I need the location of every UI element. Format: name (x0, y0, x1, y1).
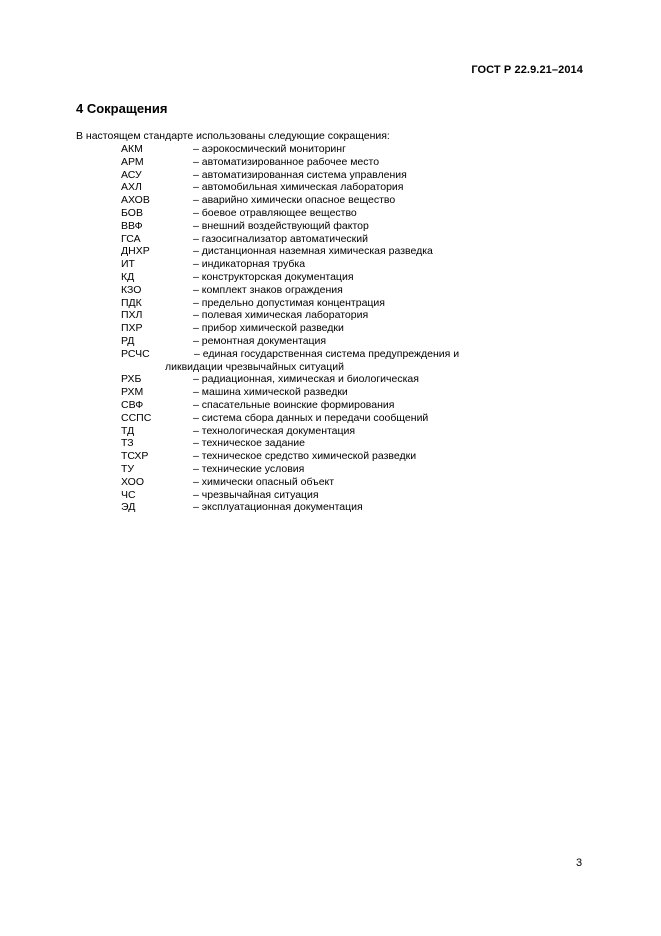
document-code: ГОСТ Р 22.9.21–2014 (471, 64, 583, 76)
abbreviation-term: АХОВ (121, 194, 150, 207)
abbreviation-row (0, 258, 661, 271)
abbreviation-term: КЗО (121, 283, 142, 296)
abbreviation-row (0, 476, 661, 489)
abbreviation-term: ВВФ (121, 219, 143, 232)
abbreviation-term: АКМ (121, 143, 143, 155)
abbreviation-term: КД (121, 270, 135, 283)
abbreviation-row (0, 489, 661, 502)
abbreviation-definition: – аэрокосмический мониторинг (193, 143, 346, 155)
abbreviation-term: РХМ (121, 386, 144, 399)
abbreviation-definition: – технологическая документация (193, 424, 356, 437)
abbreviation-row (0, 450, 661, 463)
abbreviation-definition: – конструкторская документация (193, 270, 354, 283)
abbreviation-definition: – комплект знаков ограждения (193, 283, 343, 296)
abbreviation-row (0, 335, 661, 348)
abbreviation-term: БОВ (121, 206, 143, 219)
abbreviation-term: РД (121, 334, 135, 347)
abbreviation-term: СВФ (121, 398, 144, 411)
abbreviation-definition: – химически опасный объект (193, 475, 335, 488)
abbreviation-row (0, 309, 661, 322)
abbreviation-row (0, 181, 661, 194)
abbreviation-row (0, 399, 661, 412)
abbreviation-term: АХЛ (121, 181, 142, 194)
abbreviation-definition: – техническое средство химической разведки (193, 450, 417, 463)
abbreviation-definition: – автоматизированная система управления (193, 168, 407, 181)
abbreviation-definition: – спасательные воинские формирования (193, 398, 395, 411)
abbreviation-definition: – индикаторная трубка (193, 258, 306, 271)
abbreviation-definition: – радиационная, химическая и биологическая (193, 373, 419, 386)
abbreviation-term: ХОО (121, 475, 144, 488)
abbreviation-term: ИТ (121, 258, 135, 271)
abbreviation-definition: – аварийно химически опасное вещество (193, 194, 396, 207)
abbreviation-definition: – предельно допустимая концентрация (193, 296, 385, 309)
abbreviation-definition: – прибор химической разведки (193, 322, 344, 335)
abbreviation-row (0, 386, 661, 399)
abbreviation-row-continuation (0, 361, 661, 374)
abbreviation-term: ПХР (121, 322, 143, 335)
abbreviation-definition: – единая государственная система предупреждения и (194, 347, 460, 360)
abbreviation-row (0, 463, 661, 476)
abbreviation-definition: – машина химической разведки (193, 386, 348, 399)
abbreviation-row (0, 348, 661, 361)
abbreviation-definition: – внешний воздействующий фактор (193, 219, 369, 232)
abbreviation-term: ТЗ (121, 437, 134, 450)
abbreviation-definition: – эксплуатационная документация (193, 501, 363, 514)
abbreviation-row (0, 437, 661, 450)
abbreviation-row (0, 220, 661, 233)
abbreviation-definition-continuation: ликвидации чрезвычайных ситуаций (165, 360, 344, 373)
abbreviation-term: ТД (121, 424, 135, 437)
abbreviation-term: АРМ (121, 155, 144, 168)
abbreviation-row (0, 284, 661, 297)
abbreviation-definition: – техническое задание (193, 437, 305, 450)
abbreviation-term: РСЧС (121, 347, 150, 360)
abbreviation-term: ТУ (121, 462, 135, 475)
abbreviation-definition: – технические условия (193, 462, 305, 475)
abbreviation-definition: – автоматизированное рабочее место (193, 155, 380, 168)
abbreviation-definition: – ремонтная документация (193, 334, 327, 347)
abbreviation-term: ЭД (121, 501, 136, 514)
abbreviation-row (0, 169, 661, 182)
section-intro: В настоящем стандарте использованы следующие сокращения: (76, 130, 390, 142)
abbreviation-row (0, 297, 661, 310)
abbreviation-row (0, 207, 661, 220)
abbreviation-row (0, 373, 661, 386)
abbreviation-row (0, 322, 661, 335)
abbreviation-definition: – автомобильная химическая лаборатория (193, 181, 404, 194)
abbreviation-row (0, 156, 661, 169)
abbreviation-definition: – боевое отравляющее вещество (193, 206, 357, 219)
abbreviation-row (0, 245, 661, 258)
abbreviation-term: ПДК (121, 296, 142, 309)
abbreviation-row (0, 425, 661, 438)
abbreviation-list (0, 143, 661, 514)
abbreviation-term: ТСХР (121, 450, 149, 463)
abbreviation-definition: – чрезвычайная ситуация (193, 488, 319, 501)
abbreviation-row (0, 271, 661, 284)
abbreviation-term: ГСА (121, 232, 141, 245)
abbreviation-term: РХБ (121, 373, 142, 386)
abbreviation-row (0, 233, 661, 246)
abbreviation-row (0, 143, 661, 156)
abbreviation-term: ПХЛ (121, 309, 143, 322)
abbreviation-definition: – газосигнализатор автоматический (193, 232, 369, 245)
section-heading: 4 Сокращения (76, 101, 168, 116)
abbreviation-definition: – полевая химическая лаборатория (193, 309, 369, 322)
abbreviation-row (0, 194, 661, 207)
abbreviation-definition: – дистанционная наземная химическая разведка (193, 245, 433, 258)
abbreviation-row (0, 501, 661, 514)
abbreviation-term: ССПС (121, 411, 152, 424)
abbreviation-row (0, 412, 661, 425)
abbreviation-term: АСУ (121, 168, 142, 181)
abbreviation-definition: – система сбора данных и передачи сообщений (193, 411, 429, 424)
page-number: 3 (576, 857, 583, 869)
abbreviation-term: ДНХР (121, 245, 150, 258)
abbreviation-term: ЧС (121, 488, 136, 501)
